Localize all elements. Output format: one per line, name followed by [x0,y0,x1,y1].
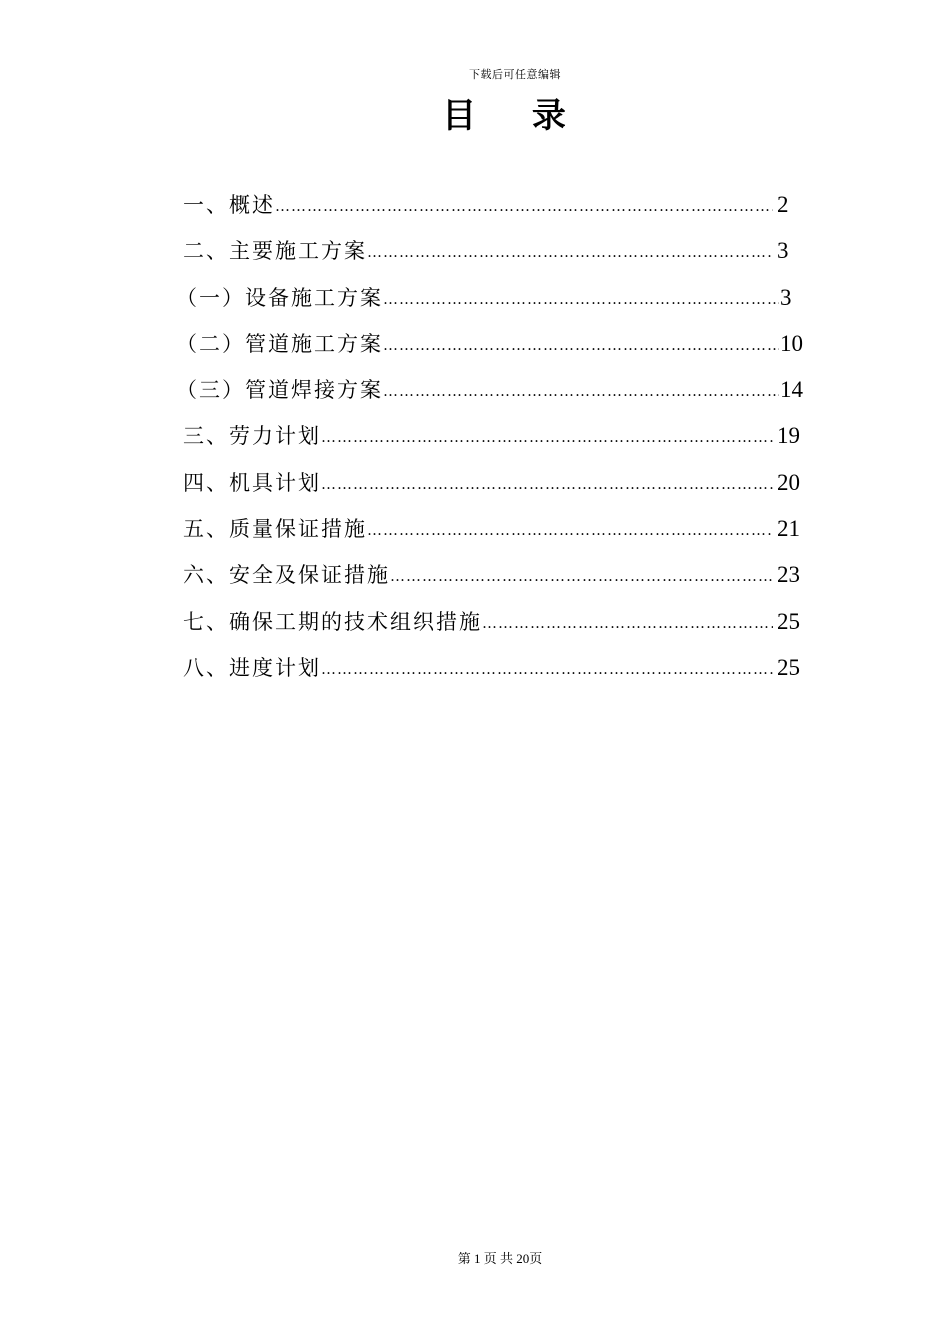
toc-page-number: 14 [780,377,803,403]
dot-leader [367,507,773,552]
dot-leader [383,368,779,413]
toc-entry-overview[interactable] [0,183,950,229]
toc-entry-label: （一）设备施工方案 [176,285,383,310]
toc-entry-label: 五、质量保证措施 [183,517,367,542]
toc-page-number: 3 [780,284,792,310]
header-note: 下载后可任意编辑 [469,68,561,81]
toc-page-number: 25 [777,608,800,634]
dot-leader [383,276,779,321]
toc-entry-label: （二）管道施工方案 [176,331,383,356]
toc-entry-pipeline-plan[interactable] [0,322,950,368]
toc-entry-progress-plan[interactable] [0,646,950,692]
toc-page-number: 3 [777,238,789,264]
toc-entry-label: 二、主要施工方案 [183,239,367,264]
toc-page-number: 19 [777,423,800,449]
toc-page-number: 21 [777,516,800,542]
table-of-contents [0,183,950,692]
toc-page-number: 10 [780,330,803,356]
toc-entry-machinery-plan[interactable] [0,461,950,507]
dot-leader [482,600,773,645]
toc-page-number: 25 [777,654,800,680]
dot-leader [390,553,773,598]
toc-entry-label: 六、安全及保证措施 [183,563,390,588]
toc-entry-main-construction-plan[interactable] [0,229,950,275]
toc-entry-welding-plan[interactable] [0,368,950,414]
dot-leader [321,414,773,459]
dot-leader [321,646,773,691]
toc-page-number: 23 [777,562,800,588]
page-title: 目 录 [442,96,588,136]
toc-entry-label: 三、劳力计划 [183,424,321,449]
toc-entry-label: 八、进度计划 [183,655,321,680]
toc-entry-label: 四、机具计划 [183,470,321,495]
dot-leader [367,229,773,274]
toc-page-number: 2 [777,192,789,217]
toc-entry-label: 一、概述 [183,193,275,217]
toc-entry-safety-measures[interactable] [0,553,950,599]
toc-entry-label: 七、确保工期的技术组织措施 [183,609,482,634]
page-footer: 第 1 页 共 20页 [457,1251,543,1266]
toc-entry-label: （三）管道焊接方案 [176,378,383,403]
toc-entry-schedule-measures[interactable] [0,600,950,646]
toc-page-number: 20 [777,469,800,495]
toc-entry-quality-measures[interactable] [0,507,950,553]
dot-leader [275,183,773,228]
dot-leader [383,322,779,367]
toc-entry-labor-plan[interactable] [0,414,950,460]
toc-entry-equipment-plan[interactable] [0,276,950,322]
dot-leader [321,461,773,506]
